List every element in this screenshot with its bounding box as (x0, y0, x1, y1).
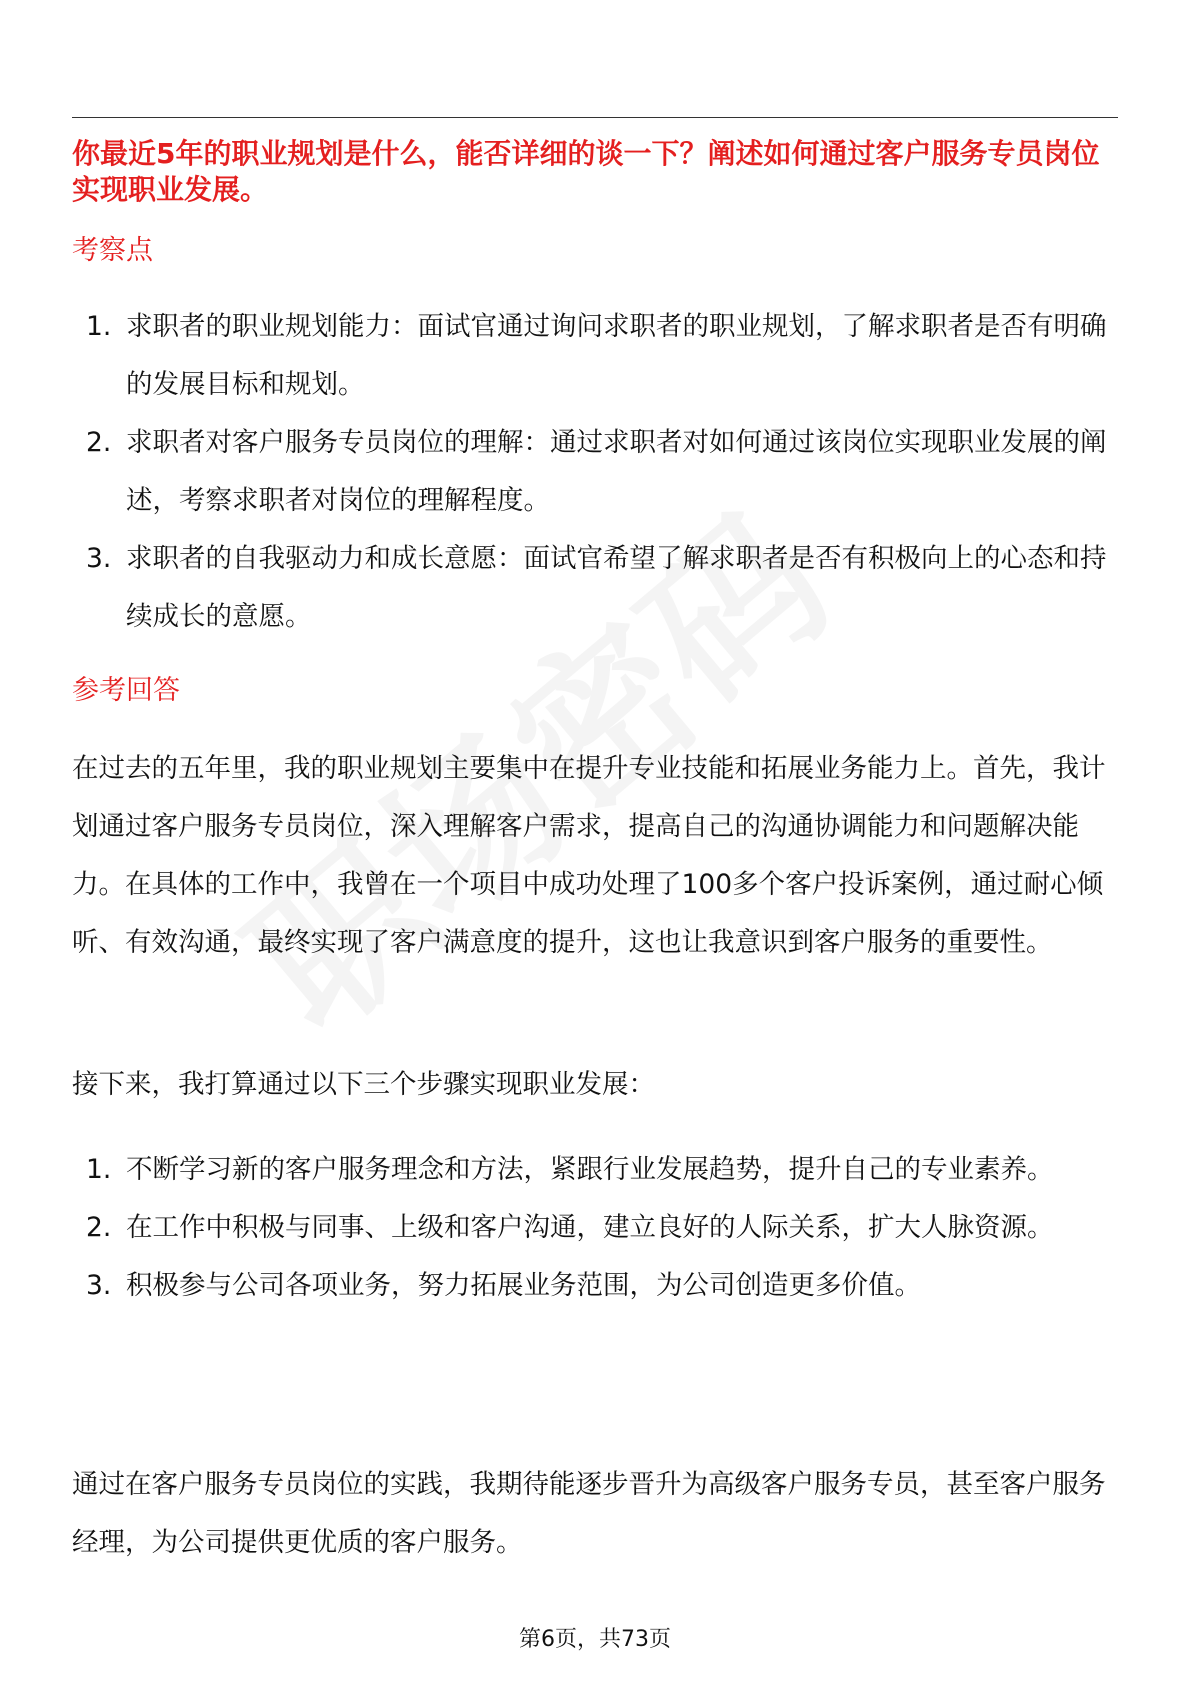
steps-list (72, 1141, 1118, 1315)
list-item-text: 积极参与公司各项业务，努力拓展业务范围，为公司创造更多价值。 (126, 1270, 921, 1301)
page-footer: 第6页，共73页 (519, 1627, 671, 1652)
top-divider (72, 117, 1118, 118)
answer-paragraph-1: 在过去的五年里，我的职业规划主要集中在提升专业技能和拓展业务能力上。首先，我计划通过客户服务专员岗位，深入理解客户需求，提高自己的沟通协调能力和问题解决能力。在具体的工作中，我曾在一个项目中成功处理了100多个客户投诉案例，通过耐心倾听、有效沟通，最终实现了客户满意度的提升，这也让我意识到客户服务的重要性。 (72, 753, 1106, 958)
question-title: 你最近5年的职业规划是什么，能否详细的谈一下？阐述如何通过客户服务专员岗位实现职业发展。 (72, 137, 1100, 206)
answer-paragraph-3: 通过在客户服务专员岗位的实践，我期待能逐步晋升为高级客户服务专员，甚至客户服务经理，为公司提供更优质的客户服务。 (72, 1469, 1106, 1558)
answer-paragraph-2: 接下来，我打算通过以下三个步骤实现职业发展： (72, 1069, 655, 1100)
list-number: 3. (86, 1270, 112, 1301)
list-item (72, 530, 1118, 646)
list-number: 2. (86, 427, 112, 458)
assessment-list (72, 298, 1118, 646)
list-number: 3. (86, 543, 112, 574)
list-item-text: 不断学习新的客户服务理念和方法，紧跟行业发展趋势，提升自己的专业素养。 (126, 1154, 1054, 1185)
list-item (72, 1199, 1118, 1257)
list-item (72, 1141, 1118, 1199)
list-item-text: 求职者对客户服务专员岗位的理解：通过求职者对如何通过该岗位实现职业发展的阐述，考察求职者对岗位的理解程度。 (126, 427, 1107, 516)
list-item (72, 414, 1118, 530)
list-number: 2. (86, 1212, 112, 1243)
list-item-text: 求职者的职业规划能力：面试官通过询问求职者的职业规划，了解求职者是否有明确的发展目标和规划。 (126, 311, 1107, 400)
list-item-text: 求职者的自我驱动力和成长意愿：面试官希望了解求职者是否有积极向上的心态和持续成长的意愿。 (126, 543, 1107, 632)
list-item-text: 在工作中积极与同事、上级和客户沟通，建立良好的人际关系，扩大人脉资源。 (126, 1212, 1054, 1243)
list-item (72, 298, 1118, 414)
list-item (72, 1257, 1118, 1315)
list-number: 1. (86, 1154, 112, 1185)
section-heading-reference-answer: 参考回答 (72, 675, 180, 706)
list-number: 1. (86, 311, 112, 342)
section-heading-assessment: 考察点 (72, 235, 153, 266)
